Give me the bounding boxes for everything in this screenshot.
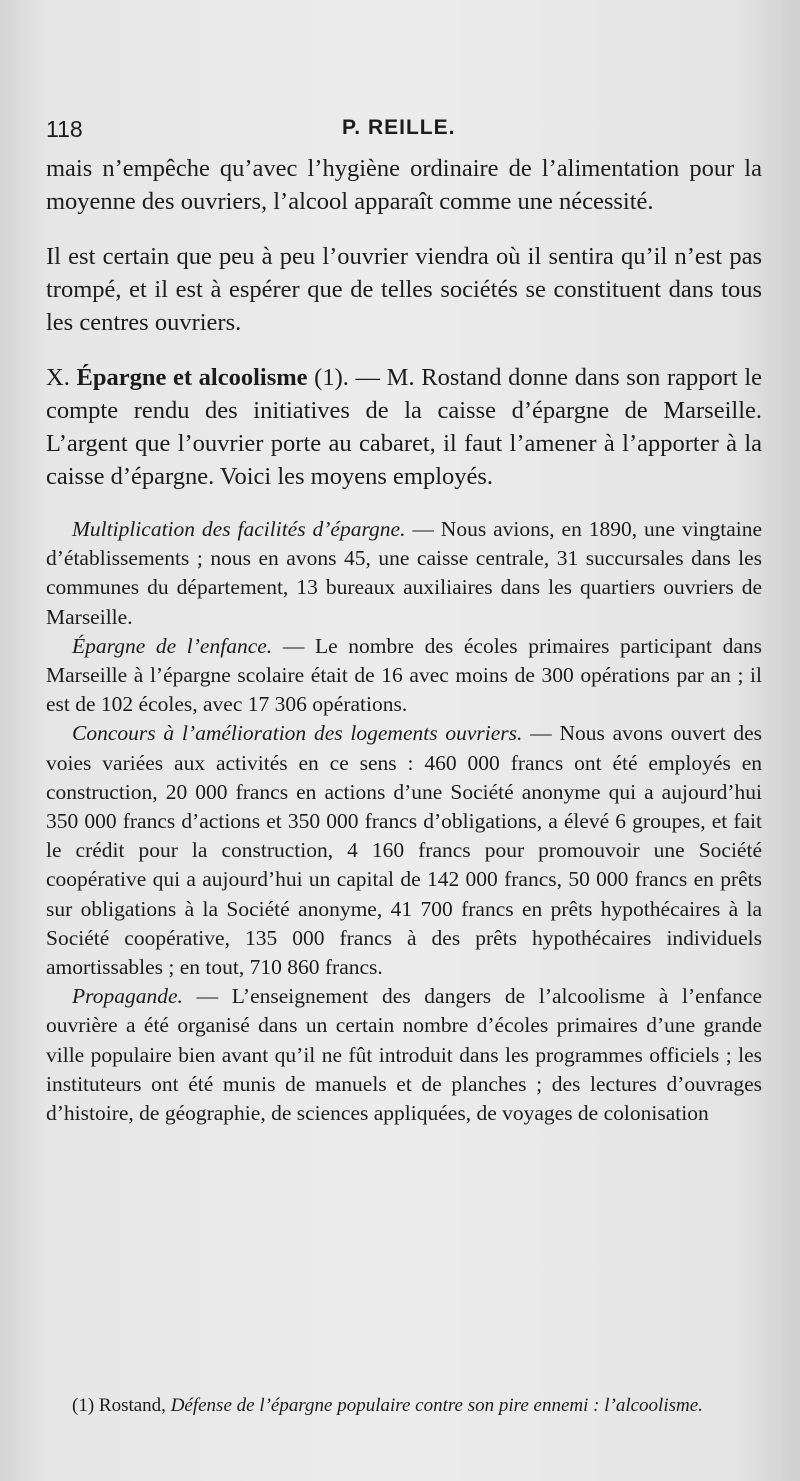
quote-heading: Multiplication des facilités d’épargne. bbox=[72, 517, 406, 541]
footnotes bbox=[46, 1394, 762, 1418]
body-text bbox=[46, 152, 762, 1128]
page-number: 118 bbox=[46, 116, 83, 142]
footnote-title: Défense de l’épargne populaire contre son pire ennemi : l’alcoolisme. bbox=[170, 1395, 703, 1416]
section-title: Épargne et alcoolisme bbox=[76, 364, 308, 391]
footnote-reference: (1). bbox=[314, 364, 349, 391]
section-paragraph bbox=[46, 361, 762, 493]
paragraph: Il est certain que peu à peu l’ouvrier viendra où il sentira qu’il n’est pas trompé, et il est à espérer que de telles sociétés se constituent dans tous les centres ouvriers. bbox=[46, 243, 762, 336]
quote-text: — Nous avions, en 1890, une vingtaine d’établissements ; nous en avons 45, une caisse centrale, 31 succursales dans les communes du département, 13 bureaux auxiliaires dans les quartiers ouvriers de Marseille. bbox=[46, 517, 763, 629]
quote-text: — Nous avons ouvert des voies variées aux activités en ce sens : 460 000 francs ont été employés en construction, 20 000 francs en actions d’une Société anonyme qui a aujourd’hui 350 000 francs d’actions et 350 000 francs d’obligations, a élevé 6 groupes, et fait le crédit pour la construction, 4 160 francs pour promouvoir une Société coopérative qui a aujourd’hui un capital de 142 000 francs, 50 000 francs en prêts sur obligations à la Société anonyme, 41 700 francs en prêts hypothécaires à la Société coopérative, 135 000 francs à des prêts hypothécaires individuels amortissables ; en tout, 710 860 francs. bbox=[46, 721, 763, 980]
footnote-marker: (1) bbox=[72, 1395, 95, 1416]
page-header bbox=[46, 116, 760, 148]
quote-text: — Le nombre des écoles primaires participant dans Marseille à l’épargne scolaire était de 16 avec moins de 300 opérations par an ; il est de 102 écoles, avec 17 306 opérations. bbox=[46, 633, 763, 717]
quote-text: — L’enseignement des dangers de l’alcoolisme à l’enfance ouvrière a été organisé dans un certain nombre d’écoles primaires d’une grande ville populaire bien avant qu’il ne fût introduit dans les programmes officiels ; les instituteurs ont été munis de manuels et de planches ; des lectures d’ouvrages d’histoire, de géographie, de sciences appliquées, de voyages de colonisation bbox=[46, 984, 762, 1126]
quote-paragraph bbox=[46, 982, 762, 1128]
paragraph-continuation: mais n’empêche qu’avec l’hygiène ordinaire de l’alimentation pour la moyenne des ouvriers, l’alcool apparaît comme une nécessité. bbox=[46, 155, 762, 215]
footnote bbox=[46, 1394, 762, 1418]
quote-paragraph bbox=[46, 515, 762, 632]
quote-paragraph bbox=[46, 632, 762, 720]
footnote-author: Rostand, bbox=[98, 1395, 166, 1416]
section-text: — M. Rostand donne dans son rapport le compte rendu des initiatives de la caisse d’épargne de Marseille. L’argent que l’ouvrier porte au cabaret, il faut l’amener à l’apporter à la caisse d’épargne. Voici les moyens employés. bbox=[46, 364, 763, 490]
running-title: P. REILLE. bbox=[342, 116, 456, 139]
quote-heading: Concours à l’amélioration des logements ouvriers. bbox=[72, 721, 523, 746]
quote-heading: Propagande. bbox=[72, 984, 183, 1009]
quote-heading: Épargne de l’enfance. bbox=[72, 633, 273, 658]
quote-paragraph bbox=[46, 719, 762, 982]
section-number: X. bbox=[46, 364, 70, 391]
